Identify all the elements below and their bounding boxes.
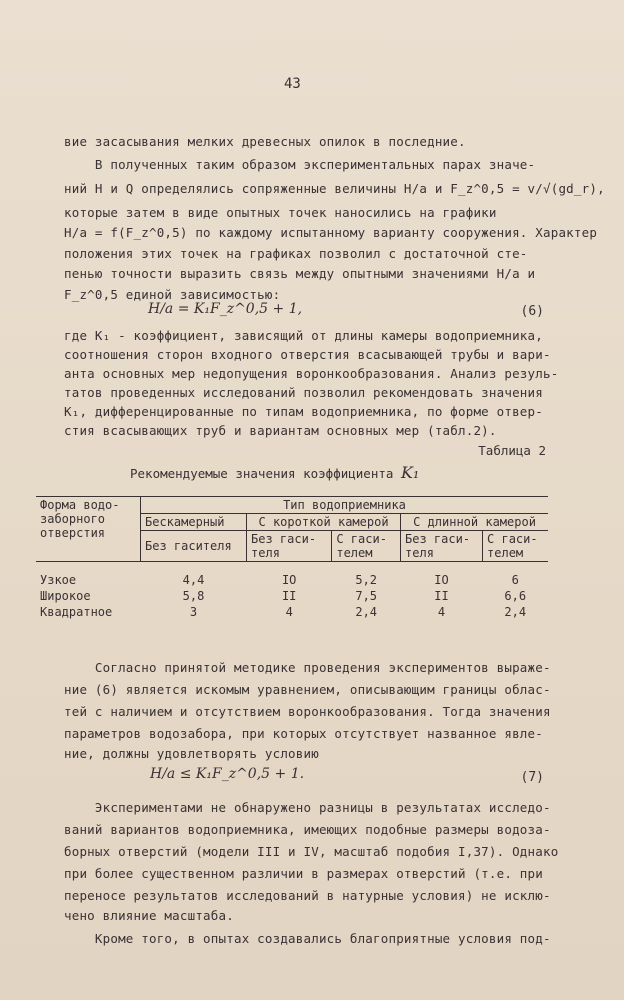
- cell-value: 6,6: [504, 589, 527, 603]
- text-line: татов проведенных исследований позволил рекомендовать значения: [64, 385, 543, 400]
- page-number: 43: [284, 76, 301, 92]
- sub-header: С гаси- телем: [487, 532, 538, 560]
- cell-value: 4,4: [182, 573, 205, 587]
- table-caption-text: Рекомендуемые значения коэффициента: [130, 466, 394, 481]
- text-line: переносе результатов исследований в натурные условия) не исклю-: [64, 888, 551, 903]
- coefficient-table: [36, 496, 548, 620]
- text-line: В полученных таким образом экспериментальных парах значе-: [64, 157, 536, 172]
- col-form-header: Форма водо- заборного отверстия: [36, 497, 141, 562]
- text-line: анта основных мер недопущения воронкообразования. Анализ резуль-: [64, 366, 559, 381]
- text-line: которые затем в виде опытных точек наносились на графики: [64, 205, 497, 220]
- row-form: Квадратное: [40, 605, 113, 619]
- text-line: положения этих точек на графиках позволил с достаточной сте-: [64, 246, 528, 261]
- text-line: Кроме того, в опытах создавались благоприятные условия под-: [64, 931, 551, 946]
- text-line: соотношения сторон входного отверстия всасывающей трубы и вари-: [64, 347, 551, 362]
- equation-6: H/a = K₁F_z^0,5 + 1,: [148, 301, 303, 317]
- text-line: Экспериментами не обнаружено разницы в результатах исследо-: [64, 800, 551, 815]
- text-line: пенью точности выразить связь между опытными значениями H/a и: [64, 266, 536, 281]
- cell-value: 2,4: [355, 605, 378, 619]
- table-caption: [130, 463, 419, 482]
- text-line: чено влияние масштаба.: [64, 908, 234, 923]
- text-line: тей с наличием и отсутствием воронкообразования. Тогда значения: [64, 704, 551, 719]
- cell-value: IO: [434, 573, 449, 587]
- cell-value: 3: [189, 605, 198, 619]
- cell-value: 6: [511, 573, 519, 587]
- row-form: Широкое: [40, 589, 91, 603]
- group-header: Тип водоприемника: [141, 497, 549, 514]
- cell-value: II: [434, 589, 449, 603]
- text-line: борных отверстий (модели III и IV, масштаб подобия I,37). Однако: [64, 844, 559, 859]
- cell-value: 7,5: [355, 589, 378, 603]
- table-row: [36, 572, 548, 588]
- cell-value: II: [281, 589, 297, 603]
- cell-value: 2,4: [504, 605, 527, 619]
- cell-value: 4: [437, 605, 446, 619]
- text-line: при более существенном различии в размерах отверстий (т.е. при: [64, 866, 543, 881]
- sub-header: Без гаси- теля: [401, 531, 483, 562]
- text-line: H/a = f(F_z^0,5) по каждому испытанному варианту сооружения. Характер: [64, 225, 598, 240]
- text-line: где K₁ - коэффициент, зависящий от длины камеры водоприемника,: [64, 328, 543, 343]
- type-header: Бескамерный: [141, 514, 247, 531]
- text-line: ние (6) является искомым уравнением, описывающим границы облас-: [64, 682, 551, 697]
- equation-7-number: (7): [520, 770, 544, 785]
- text-line: Согласно принятой методике проведения экспериментов выраже-: [64, 660, 551, 675]
- type-header: С короткой камерой: [247, 514, 401, 531]
- cell-value: 5,2: [355, 573, 378, 587]
- text-line: K₁, дифференцированные по типам водоприемника, по форме отвер-: [64, 404, 543, 419]
- table-row: [36, 604, 548, 620]
- sub-header: С гаси- телем: [332, 531, 401, 562]
- sub-header: Без гаси- теля: [247, 531, 332, 562]
- cell-value: 4: [285, 605, 293, 619]
- text-line: стия всасывающих труб и вариантам основных мер (табл.2).: [64, 423, 497, 438]
- table-label: Таблица 2: [478, 443, 546, 458]
- text-line: параметров водозабора, при которых отсутствует названное явле-: [64, 726, 543, 741]
- text-line: ние, должны удовлетворять условию: [64, 746, 319, 761]
- type-header: С длинной камерой: [401, 514, 548, 531]
- text-line: вие засасывания мелких древесных опилок в последние.: [64, 134, 466, 149]
- equation-7: H/a ≤ K₁F_z^0,5 + 1.: [150, 766, 305, 782]
- row-form: Узкое: [40, 573, 77, 587]
- table-row: [36, 588, 548, 604]
- text-line: ний H и Q определялись сопряженные величины H/a и F_z^0,5 = v/√(gd_r),: [64, 181, 605, 196]
- cell-value: 5,8: [182, 589, 205, 603]
- equation-6-number: (6): [520, 304, 544, 319]
- cell-value: IO: [281, 573, 297, 587]
- text-line: F_z^0,5 единой зависимостью:: [64, 287, 281, 302]
- sub-header: Без гасителя: [141, 531, 247, 562]
- table-caption-symbol: K₁: [400, 463, 420, 482]
- text-line: ваний вариантов водоприемника, имеющих подобные размеры водоза-: [64, 822, 551, 837]
